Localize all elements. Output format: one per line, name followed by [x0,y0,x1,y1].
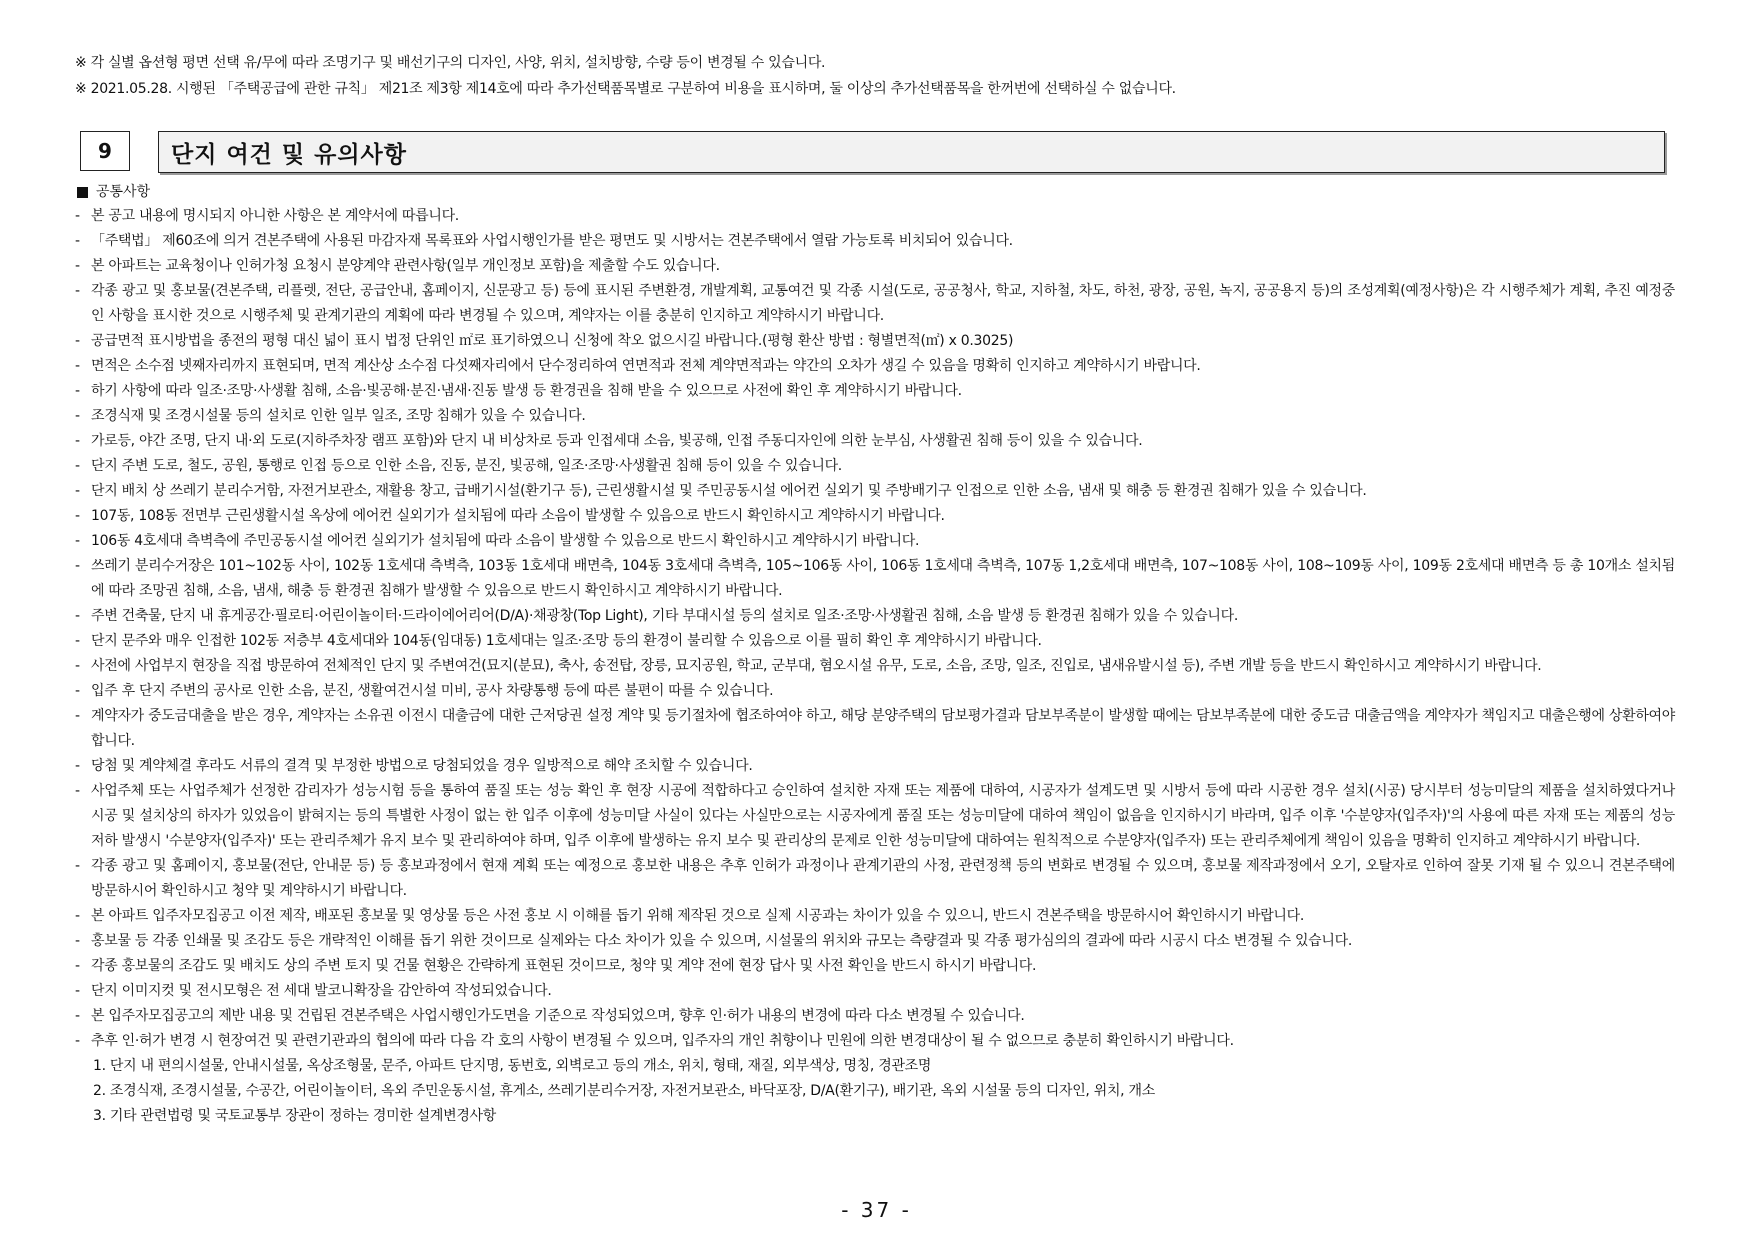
dash-bullet: - [75,533,80,549]
list-item-text: 각종 홍보물의 조감도 및 배치도 상의 주변 토지 및 건물 현황은 간략하게 표현된 것이므로, 청약 및 계약 전에 현장 답사 및 사전 확인을 반드시 하시기 바랍니다. [91,958,1037,974]
dash-bullet: - [75,558,80,574]
list-item [75,679,1675,704]
list-item [75,954,1675,979]
list-item [75,204,1675,229]
list-item [75,529,1675,554]
list-item [75,979,1675,1004]
list-item [75,504,1675,529]
section-number: 9 [80,131,130,171]
list-item-text: 공급면적 표시방법을 종전의 평형 대신 넓이 표시 법정 단위인 ㎡로 표기하였으니 신청에 착오 없으시길 바랍니다.(평형 환산 방법 : 형별면적(㎡) x 0.3025) [91,333,1014,349]
list-item-text: 홍보물 등 각종 인쇄물 및 조감도 등은 개략적인 이해를 돕기 위한 것이므로 실제와는 다소 차이가 있을 수 있으며, 시설물의 위치와 규모는 측량결과 및 각종 평가심의의 결과에 따라 시공시 다소 변경될 수 있습니다. [91,933,1352,949]
dash-bullet: - [75,1008,80,1024]
dash-bullet: - [75,983,80,999]
list-item [75,1004,1675,1029]
list-item [75,754,1675,779]
list-item [75,279,1675,329]
list-item-text: 쓰레기 분리수거장은 101~102동 사이, 102동 1호세대 측벽측, 103동 1호세대 배면측, 104동 3호세대 측벽측, 105~106동 사이, 106동 1호세대 측벽측, 107동 1,2호세대 배면측, 107~108동 사이, 108~109동 사이, 109동 2호세대 배면측 등 총 10개소 설치됨에 따라 조망권 침해, 소음, 냄새, 해충 등 환경권 침해가 발생할 수 있음으로 반드시 확인하시고 계약하시기 바랍니다. [91,558,1675,599]
section-header [80,131,1665,173]
subsection-title [75,180,1675,204]
list-item-text: 각종 광고 및 홍보물(견본주택, 리플렛, 전단, 공급안내, 홈페이지, 신문광고 등) 등에 표시된 주변환경, 개발계획, 교통여건 및 각종 시설(도로, 공공청사, 학교, 지하철, 차도, 하천, 광장, 공원, 녹지, 공공용지 등)의 조성계획(예정사항)은 각 시행주체가 계획, 추진 예정중인 사항을 표시한 것으로 시행주체 및 관계기관의 계획에 따라 변경될 수 있으며, 계약자는 이를 충분히 인지하고 계약하시기 바랍니다. [91,283,1675,324]
list-item [75,554,1675,604]
dash-bullet: - [75,333,80,349]
list-item [75,354,1675,379]
dash-bullet: - [75,208,80,224]
dash-bullet: - [75,408,80,424]
list-item [75,1029,1675,1054]
list-item [75,329,1675,354]
list-item [75,854,1675,904]
dash-bullet: - [75,358,80,374]
square-bullet-icon [77,187,88,198]
list-item-text: 본 공고 내용에 명시되지 아니한 사항은 본 계약서에 따릅니다. [91,208,459,224]
list-item [75,604,1675,629]
dash-bullet: - [75,1033,80,1049]
list-item-text: 106동 4호세대 측벽측에 주민공동시설 에어컨 실외기가 설치됨에 따라 소음이 발생할 수 있음으로 반드시 확인하시고 계약하시기 바랍니다. [91,533,920,549]
list-item-text: 사전에 사업부지 현장을 직접 방문하여 전체적인 단지 및 주변여건(묘지(분묘), 축사, 송전탑, 장릉, 묘지공원, 학교, 군부대, 혐오시설 유무, 도로, 소음, 조망, 일조, 진입로, 냄새유발시설 등), 주변 개발 등을 반드시 확인하시고 계약하시기 바랍니다. [91,658,1542,674]
dash-bullet: - [75,608,80,624]
list-item [75,454,1675,479]
sub-item: 2. 조경식재, 조경시설물, 수공간, 어린이놀이터, 옥외 주민운동시설, 휴게소, 쓰레기분리수거장, 자전거보관소, 바닥포장, D/A(환기구), 배기관, 옥외 시설물 등의 디자인, 위치, 개소 [93,1083,1155,1099]
list-item-text: 「주택법」 제60조에 의거 견본주택에 사용된 마감자재 목록표와 사업시행인가를 받은 평면도 및 시방서는 견본주택에서 열람 가능토록 비치되어 있습니다. [91,233,1013,249]
list-item-text: 계약자가 중도금대출을 받은 경우, 계약자는 소유권 이전시 대출금에 대한 근저당권 설정 계약 및 등기절차에 협조하여야 하고, 해당 분양주택의 담보평가결과 담보부족분이 발생할 때에는 담보부족분에 대한 중도금 대출금액을 계약자가 책임지고 대출은행에 상환하여야 합니다. [91,708,1675,749]
list-item-text: 추후 인·허가 변경 시 현장여건 및 관련기관과의 협의에 따라 다음 각 호의 사항이 변경될 수 있으며, 입주자의 개인 취향이나 민원에 의한 변경대상이 될 수 없으므로 충분히 확인하시기 바랍니다. [91,1033,1234,1049]
list-item [75,629,1675,654]
list-item-text: 당첨 및 계약체결 후라도 서류의 결격 및 부정한 방법으로 당첨되었을 경우 일방적으로 해약 조치할 수 있습니다. [91,758,753,774]
dash-bullet: - [75,758,80,774]
dash-bullet: - [75,458,80,474]
dash-bullet: - [75,783,80,799]
list-item-text: 단지 이미지컷 및 전시모형은 전 세대 발코니확장을 감안하여 작성되었습니다. [91,983,552,999]
list-item [75,929,1675,954]
content [75,180,1675,1129]
dash-bullet: - [75,233,80,249]
list-item [75,779,1675,854]
list-item-text: 단지 문주와 매우 인접한 102동 저층부 4호세대와 104동(임대동) 1호세대는 일조·조망 등의 환경이 불리할 수 있음으로 이를 필히 확인 후 계약하시기 바랍니다. [91,633,1042,649]
section-title: 단지 여건 및 유의사항 [158,131,1665,173]
sub-item-list [75,1054,1675,1129]
list-item-text: 본 아파트 입주자모집공고 이전 제작, 배포된 홍보물 및 영상물 등은 사전 홍보 시 이해를 돕기 위해 제작된 것으로 실제 시공과는 차이가 있을 수 있으니, 반드시 견본주택을 방문하시어 확인하시기 바랍니다. [91,908,1305,924]
dash-bullet: - [75,933,80,949]
dash-bullet: - [75,508,80,524]
dash-bullet: - [75,283,80,299]
list-item-text: 단지 배치 상 쓰레기 분리수거함, 자전거보관소, 재활용 창고, 급배기시설(환기구 등), 근린생활시설 및 주민공동시설 에어컨 실외기 및 주방배기구 인접으로 인한 소음, 냄새 및 해충 등 환경권 침해가 있을 수 있습니다. [91,483,1367,499]
list-item-text: 단지 주변 도로, 철도, 공원, 통행로 인접 등으로 인한 소음, 진동, 분진, 빛공해, 일조·조망·사생활권 침해 등이 있을 수 있습니다. [91,458,842,474]
dash-bullet: - [75,633,80,649]
list-item-text: 각종 광고 및 홈페이지, 홍보물(전단, 안내문 등) 등 홍보과정에서 현재 계획 또는 예정으로 홍보한 내용은 추후 인허가 과정이나 관계기관의 사정, 관련정책 등의 변화로 변경될 수 있으며, 홍보물 제작과정에서 오기, 오탈자로 인하여 잘못 기재 될 수 있으니 견본주택에 방문하시어 확인하시고 청약 및 계약하시기 바랍니다. [91,858,1675,899]
list-item [75,379,1675,404]
notice-list [75,204,1675,1054]
list-item-text: 본 입주자모집공고의 제반 내용 및 건립된 견본주택은 사업시행인가도면을 기준으로 작성되었으며, 향후 인·허가 내용의 변경에 따라 다소 변경될 수 있습니다. [91,1008,1025,1024]
dash-bullet: - [75,658,80,674]
list-item-text: 본 아파트는 교육청이나 인허가청 요청시 분양계약 관련사항(일부 개인정보 포함)을 제출할 수도 있습니다. [91,258,720,274]
dash-bullet: - [75,433,80,449]
sub-item: 3. 기타 관련법령 및 국토교통부 장관이 정하는 경미한 설계변경사항 [93,1108,497,1124]
dash-bullet: - [75,383,80,399]
page-number: - 37 - [841,1198,912,1222]
list-item [75,229,1675,254]
subsection-label: 공통사항 [96,184,151,200]
list-item-text: 가로등, 야간 조명, 단지 내·외 도로(지하주차장 램프 포함)와 단지 내 비상차로 등과 인접세대 소음, 빛공해, 인접 주동디자인에 의한 눈부심, 사생활권 침해 등이 있을 수 있습니다. [91,433,1143,449]
note-line: ※ 2021.05.28. 시행된 「주택공급에 관한 규칙」 제21조 제3항 제14호에 따라 추가선택품목별로 구분하여 비용을 표시하며, 둘 이상의 추가선택품목을 한꺼번에 선택하실 수 없습니다. [75,81,1176,97]
dash-bullet: - [75,258,80,274]
sub-item: 1. 단지 내 편의시설물, 안내시설물, 옥상조형물, 문주, 아파트 단지명, 동번호, 외벽로고 등의 개소, 위치, 형태, 재질, 외부색상, 명칭, 경관조명 [93,1058,932,1074]
dash-bullet: - [75,858,80,874]
note-line: ※ 각 실별 옵션형 평면 선택 유/무에 따라 조명기구 및 배선기구의 디자인, 사양, 위치, 설치방향, 수량 등이 변경될 수 있습니다. [75,55,826,71]
list-item-text: 107동, 108동 전면부 근린생활시설 옥상에 에어컨 실외기가 설치됨에 따라 소음이 발생할 수 있음으로 반드시 확인하시고 계약하시기 바랍니다. [91,508,945,524]
dash-bullet: - [75,483,80,499]
list-item [75,254,1675,279]
list-item-text: 조경식재 및 조경시설물 등의 설치로 인한 일부 일조, 조망 침해가 있을 수 있습니다. [91,408,586,424]
list-item-text: 입주 후 단지 주변의 공사로 인한 소음, 분진, 생활여건시설 미비, 공사 차량통행 등에 따른 불편이 따를 수 있습니다. [91,683,774,699]
list-item [75,429,1675,454]
dash-bullet: - [75,683,80,699]
list-item [75,904,1675,929]
list-item-text: 주변 건축물, 단지 내 휴게공간·필로티·어린이놀이터·드라이에어리어(D/A)·채광창(Top Light), 기타 부대시설 등의 설치로 일조·조망·사생활권 침해, 소음 발생 등 환경권 침해가 있을 수 있습니다. [91,608,1239,624]
list-item [75,479,1675,504]
list-item [75,654,1675,679]
dash-bullet: - [75,908,80,924]
top-notes [75,50,1695,102]
list-item [75,404,1675,429]
list-item-text: 면적은 소수점 넷째자리까지 표현되며, 면적 계산상 소수점 다섯째자리에서 단수정리하여 연면적과 전체 계약면적과는 약간의 오차가 생길 수 있음을 명확히 인지하고 계약하시기 바랍니다. [91,358,1201,374]
dash-bullet: - [75,958,80,974]
dash-bullet: - [75,708,80,724]
list-item-text: 하기 사항에 따라 일조·조망·사생활 침해, 소음·빛공해·분진·냄새·진동 발생 등 환경권을 침해 받을 수 있으므로 사전에 확인 후 계약하시기 바랍니다. [91,383,962,399]
list-item [75,704,1675,754]
list-item-text: 사업주체 또는 사업주체가 선정한 감리자가 성능시험 등을 통하여 품질 또는 성능 확인 후 현장 시공에 적합하다고 승인하여 설치한 자재 또는 제품에 대하여, 시공자가 설계도면 및 시방서 등에 따라 시공한 경우 설치(시공) 당시부터 성능미달의 제품을 설치하였다거나 시공 및 설치상의 하자가 있었음이 밝혀지는 등의 특별한 사정이 없는 한 입주 이후에 성능미달 사실이 있다는 사실만으로는 시공자에게 품질 또는 성능미달에 대하여 책임이 없음을 인지하시기 바라며, 입주 이후 '수분양자(입주자)'의 사용에 따른 자재 또는 제품의 성능저하 발생시 '수분양자(입주자)' 또는 관리주체가 유지 보수 및 관리하여야 하며, 입주 이후에 발생하는 유지 보수 및 관리상의 문제로 인한 성능미달에 대하여는 원칙적으로 수분양자(입주자) 또는 관리주체에게 책임이 있음을 명확히 인지하고 계약하시기 바랍니다. [91,783,1675,849]
